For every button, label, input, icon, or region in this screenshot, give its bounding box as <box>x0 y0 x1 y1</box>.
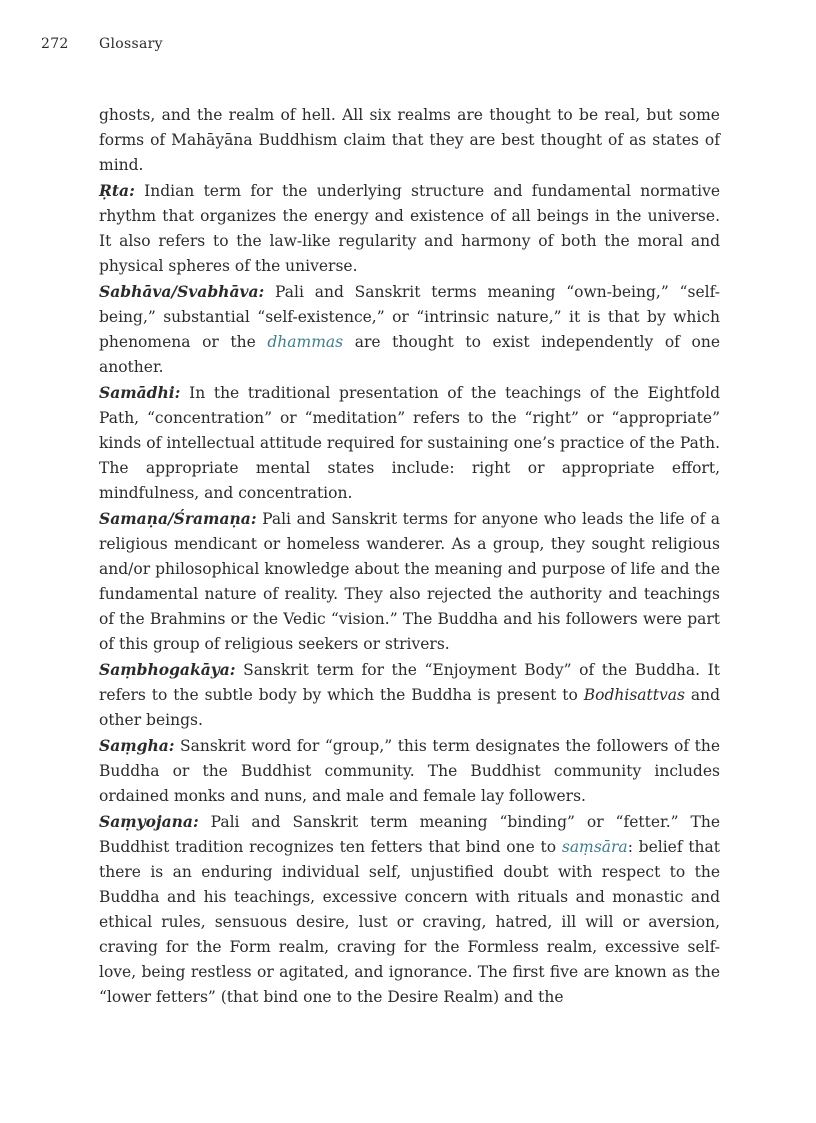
glossary-entry-samadhi <box>99 380 720 506</box>
entry-text: In the traditional presentation of the teachings of the Eightfold Path, “concentration” or “meditation” refers to the “right” or “appropriate” kinds of intellectual attitude required for sustaining one’s practice of the Path. The appropriate mental states include: right or appropriate effort, mindfulness, and concentration. <box>99 384 720 502</box>
glossary-entry-rta <box>99 178 720 279</box>
entry-term: Saṃgha: <box>99 736 175 755</box>
entry-text: : belief that there is an enduring individual self, unjustified doubt with respect to the Buddha and his teachings, excessive concern with rituals and monastic and ethical rules, sensuous desire, lust or craving, hatred, ill will or aversion, craving for the Form realm, craving for the Formless realm, excessive self-love, being restless or agitated, and ignorance. The first five are known as the “lower fetters” (that bind one to the Desire Realm) and the <box>99 838 720 1006</box>
entry-term: Saṃyojana: <box>99 812 199 831</box>
entry-term: Samaṇa/Śramaṇa: <box>99 509 257 528</box>
cross-reference-link-samsara[interactable]: saṃsāra <box>561 838 628 856</box>
entry-text: Sanskrit term for the “Enjoyment Body” of the Buddha. It refers to the subtle body by which the Buddha is present to <box>99 661 720 704</box>
entry-text: ghosts, and the realm of hell. All six realms are thought to be real, but some forms of Mahāyāna Buddhism claim that they are best thought of as states of mind. <box>99 106 720 174</box>
entry-text: Pali and Sanskrit terms for anyone who leads the life of a religious mendicant or homeless wanderer. As a group, they sought religious and/or philosophical knowledge about the meaning and purpose of life and the fundamental nature of reality. They also rejected the authority and teachings of the Brahmins or the Vedic “vision.” The Buddha and his followers were part of this group of religious seekers or strivers. <box>99 510 720 653</box>
entry-text: Indian term for the underlying structure and fundamental normative rhythm that organizes the energy and existence of all beings in the universe. It also refers to the law-like regularity and harmony of both the moral and physical spheres of the universe. <box>99 182 720 275</box>
cross-reference-link-dhammas[interactable]: dhammas <box>267 333 344 351</box>
glossary-content <box>99 103 720 1010</box>
entry-text: and other beings. <box>99 686 721 729</box>
entry-text: are thought to exist independently of one another. <box>99 333 720 376</box>
glossary-entry-samgha <box>99 733 720 809</box>
entry-text: Pali and Sanskrit terms meaning “own-being,” “self-being,” substantial “self-existence,” or “intrinsic nature,” it is that by which phenomena or the <box>99 283 720 351</box>
entry-text: Pali and Sanskrit term meaning “binding” or “fetter.” The Buddhist tradition recognizes ten fetters that bind one to <box>99 813 720 856</box>
entry-term: Samādhi: <box>99 383 181 402</box>
entry-term: Ṛta: <box>99 181 135 200</box>
entry-term: Saṃbhogakāya: <box>99 660 236 679</box>
running-header <box>41 36 163 52</box>
entry-term: Sabhāva/Svabhāva: <box>99 282 265 301</box>
entry-text: Sanskrit word for “group,” this term designates the followers of the Buddha or the Buddhist community. The Buddhist community includes ordained monks and nuns, and male and female lay followers. <box>99 737 720 805</box>
glossary-entry-sambhogakaya <box>99 657 720 733</box>
glossary-entry-sabhava <box>99 279 720 380</box>
italic-term-bodhisattvas: Bodhisattvas <box>583 686 685 704</box>
glossary-entry-samyojana <box>99 809 720 1010</box>
section-title: Glossary <box>99 36 163 52</box>
glossary-entry-samana <box>99 506 720 657</box>
page-number: 272 <box>41 36 69 52</box>
glossary-entry-continuation <box>99 103 720 178</box>
